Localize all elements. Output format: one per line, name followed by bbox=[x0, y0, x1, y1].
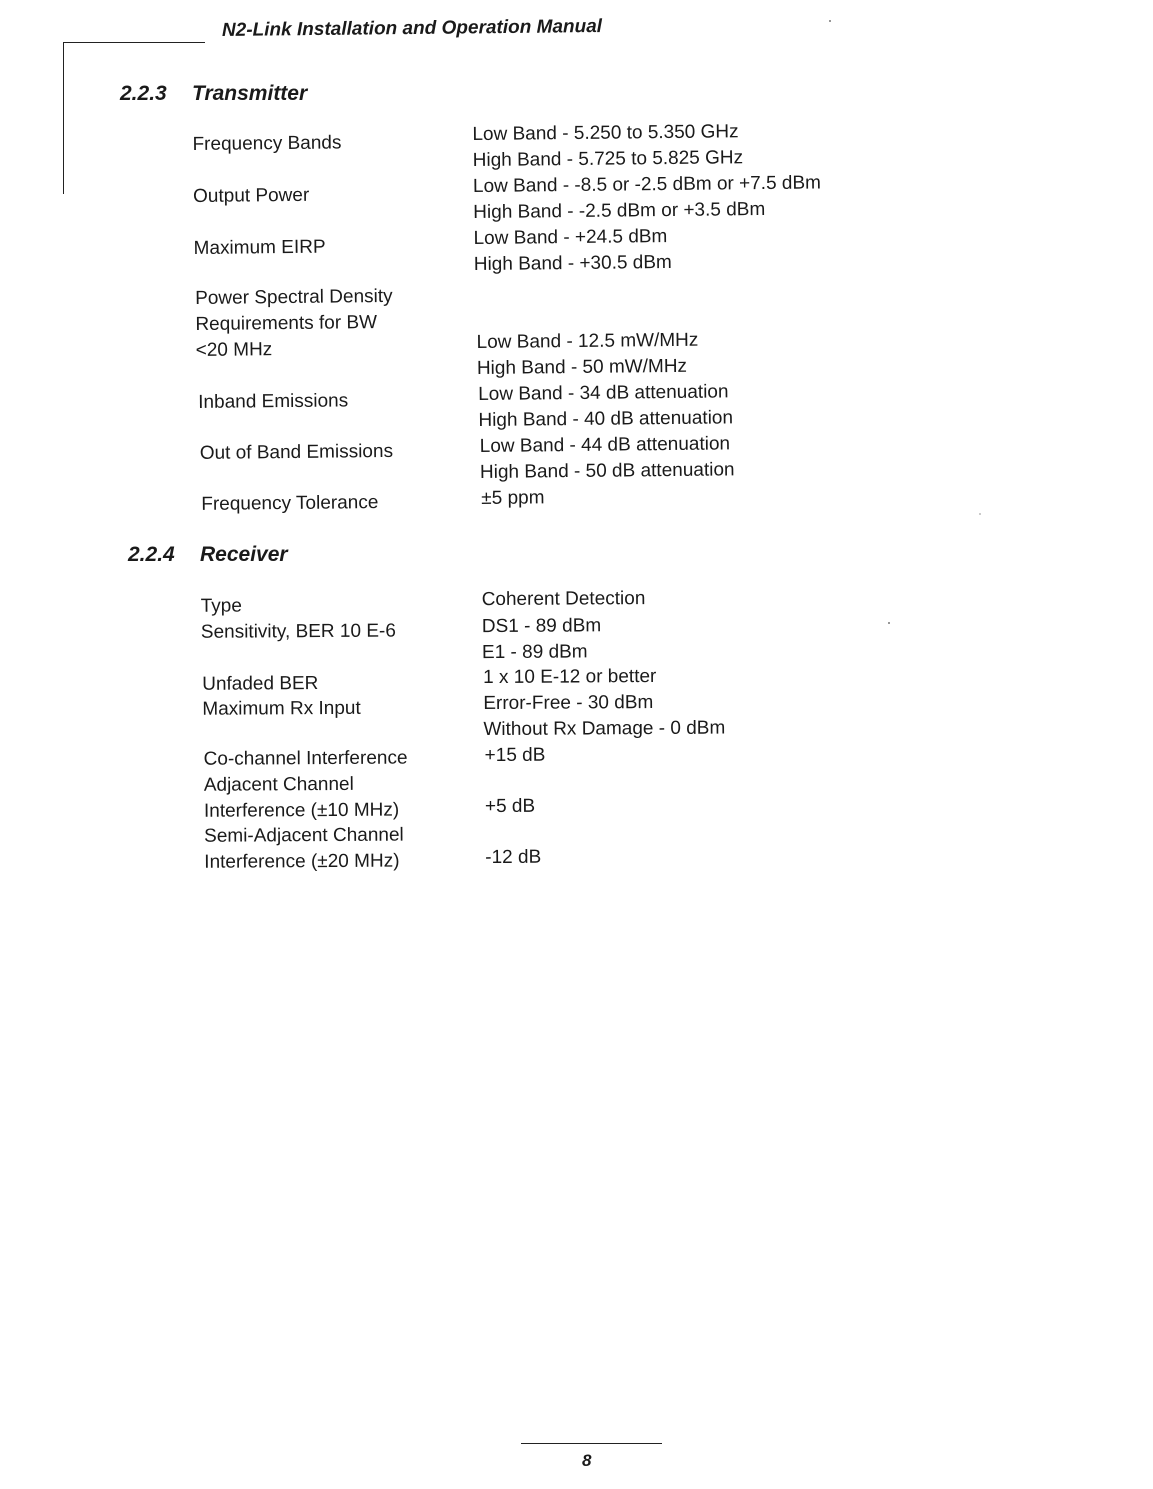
spec-label: Out of Band Emissions bbox=[199, 440, 394, 464]
section-number: 2.2.3 bbox=[120, 82, 167, 105]
spec-label: Sensitivity, BER 10 E-6 bbox=[200, 620, 396, 643]
spec-value: High Band - 50 mW/MHz bbox=[476, 355, 688, 380]
page-number: 8 bbox=[582, 1451, 592, 1470]
transmitter-heading bbox=[120, 82, 307, 106]
spec-label: Semi-Adjacent Channel bbox=[204, 824, 404, 847]
spec-label: Type bbox=[200, 595, 242, 617]
spec-value: High Band - -2.5 dBm or +3.5 dBm bbox=[473, 198, 766, 224]
spec-label: Interference (±20 MHz) bbox=[204, 850, 400, 873]
spec-value: High Band - 40 dB attenuation bbox=[478, 407, 734, 432]
section-number: 2.2.4 bbox=[128, 543, 175, 566]
spec-value: ±5 ppm bbox=[481, 487, 545, 509]
spec-value: Low Band - 12.5 mW/MHz bbox=[476, 329, 699, 354]
scan-speck bbox=[979, 513, 981, 515]
spec-value: Without Rx Damage - 0 dBm bbox=[483, 717, 726, 741]
spec-value: Error-Free - 30 dBm bbox=[483, 692, 654, 715]
header-rule bbox=[63, 42, 205, 43]
scan-speck bbox=[829, 20, 831, 22]
spec-label: Power Spectral Density bbox=[195, 285, 393, 309]
section-title: Transmitter bbox=[192, 82, 308, 105]
spec-label: Maximum Rx Input bbox=[202, 697, 361, 720]
spec-value: +15 dB bbox=[484, 744, 546, 767]
running-header: N2-Link Installation and Operation Manual bbox=[221, 16, 603, 41]
spec-value: Coherent Detection bbox=[481, 588, 646, 611]
spec-label: <20 MHz bbox=[195, 339, 273, 361]
spec-value: High Band - +30.5 dBm bbox=[473, 251, 672, 276]
spec-label: Interference (±10 MHz) bbox=[203, 799, 400, 822]
spec-label: Unfaded BER bbox=[202, 673, 319, 695]
spec-value: Low Band - 34 dB attenuation bbox=[478, 381, 729, 406]
spec-label: Adjacent Channel bbox=[203, 773, 354, 796]
spec-value: High Band - 50 dB attenuation bbox=[479, 459, 735, 483]
spec-value: 1 x 10 E-12 or better bbox=[483, 666, 657, 689]
spec-label: Frequency Tolerance bbox=[201, 492, 379, 515]
spec-value: DS1 - 89 dBm bbox=[481, 615, 602, 638]
spec-label: Requirements for BW bbox=[195, 312, 378, 335]
spec-label: Inband Emissions bbox=[198, 390, 349, 413]
spec-value: +5 dB bbox=[484, 795, 536, 818]
spec-label: Co-channel Interference bbox=[203, 747, 408, 770]
spec-value: -12 dB bbox=[485, 846, 542, 869]
receiver-heading bbox=[128, 543, 288, 567]
scan-speck bbox=[888, 622, 890, 624]
spec-label: Frequency Bands bbox=[192, 132, 342, 155]
section-title: Receiver bbox=[200, 543, 288, 566]
spec-value: High Band - 5.725 to 5.825 GHz bbox=[472, 147, 744, 172]
spec-value: Low Band - +24.5 dBm bbox=[473, 226, 668, 250]
spec-value: Low Band - 44 dB attenuation bbox=[479, 433, 731, 458]
spec-value: Low Band - -8.5 or -2.5 dBm or +7.5 dBm bbox=[472, 172, 822, 198]
spec-label: Maximum EIRP bbox=[193, 236, 326, 259]
spec-label: Output Power bbox=[192, 184, 310, 207]
footer-rule bbox=[521, 1443, 662, 1444]
spec-value: E1 - 89 dBm bbox=[481, 641, 588, 664]
margin-rule bbox=[63, 42, 64, 194]
spec-value: Low Band - 5.250 to 5.350 GHz bbox=[472, 121, 739, 146]
